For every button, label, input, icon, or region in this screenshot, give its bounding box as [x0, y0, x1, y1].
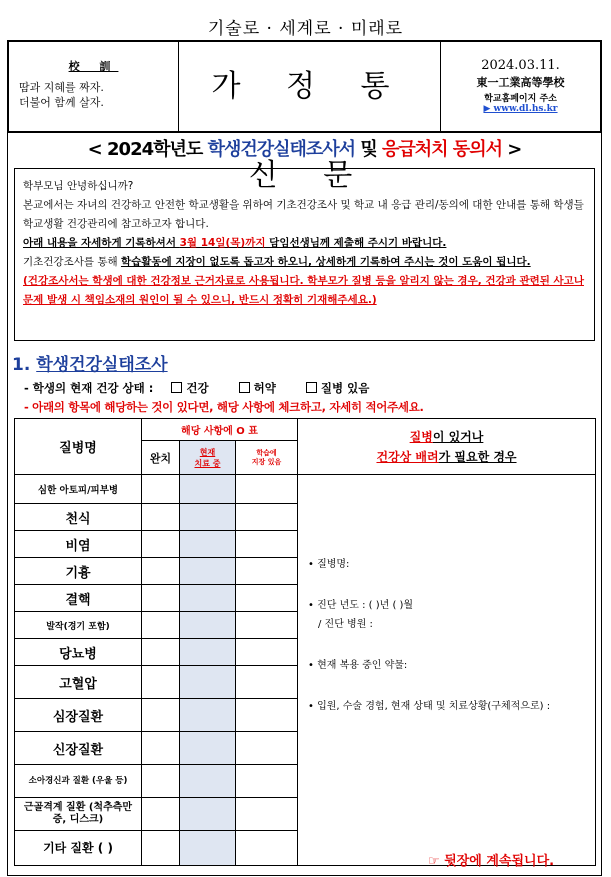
cell-cured[interactable]: [142, 585, 180, 612]
cell-cured[interactable]: [142, 558, 180, 585]
cell-impact[interactable]: [236, 831, 298, 866]
cell-impact[interactable]: [236, 666, 298, 699]
header-cured: 완치: [142, 441, 180, 475]
field-diagnosis-hospital: / 진단 병원 :: [318, 619, 373, 630]
row-label: 심한 아토피/피부병: [15, 475, 142, 504]
title-survey: 학생건강실태조사서: [207, 139, 356, 160]
cell-cured[interactable]: [142, 666, 180, 699]
cell-treating[interactable]: [180, 639, 236, 666]
field-diagnosis-year: • 진단 년도 : ( )년 ( )월: [308, 600, 414, 611]
cell-impact[interactable]: [236, 798, 298, 831]
health-status-line: [24, 380, 369, 396]
section-number: 1.: [12, 355, 37, 375]
row-label: 발작(경기 포함): [15, 612, 142, 639]
status-label: - 학생의 현재 건강 상태 :: [24, 381, 154, 395]
cell-treating[interactable]: [180, 558, 236, 585]
header-check: 해당 사항에 O 표: [142, 419, 298, 441]
header-notes-disease: 질병: [409, 429, 433, 444]
homepage-label: 학교홈페이지 주소: [484, 94, 557, 104]
option-healthy: 건강: [186, 381, 209, 395]
cell-impact[interactable]: [236, 699, 298, 732]
cell-cured[interactable]: [142, 699, 180, 732]
row-label: 근골격계 질환 (척추측만증, 디스크): [15, 798, 142, 831]
details-panel[interactable]: [298, 475, 596, 866]
option-weak: 허약: [253, 381, 276, 395]
option-ill: 질병 있음: [320, 381, 370, 395]
title-suffix: >: [501, 139, 522, 160]
checkbox-ill[interactable]: [306, 382, 317, 393]
cell-treating[interactable]: [180, 798, 236, 831]
school-motto-box: [9, 42, 179, 131]
checkbox-weak[interactable]: [239, 382, 250, 393]
cell-cured[interactable]: [142, 531, 180, 558]
cell-cured[interactable]: [142, 798, 180, 831]
continued-notice: ☞ 뒷장에 계속됩니다.: [428, 854, 555, 869]
purpose-paragraph: [23, 253, 586, 272]
document-title: [7, 135, 602, 161]
field-disease-name: • 질병명:: [308, 559, 350, 570]
cell-impact[interactable]: [236, 612, 298, 639]
cell-cured[interactable]: [142, 504, 180, 531]
field-history: • 입원, 수술 경험, 현재 상태 및 치료상황(구체적으로) :: [308, 701, 551, 712]
cell-cured[interactable]: [142, 732, 180, 765]
school-info: [441, 42, 600, 131]
cell-impact[interactable]: [236, 558, 298, 585]
header-impact: 학습에 지장 있음: [236, 441, 298, 475]
intro-paragraph: 본교에서는 자녀의 건강하고 안전한 학교생활을 위하여 기초건강조사 및 학교 내 응급 관리/동의에 대한 안내를 통해 학생들 학교생활 건강관리에 참고하고자 합니다.: [23, 199, 584, 230]
cell-treating[interactable]: [180, 765, 236, 798]
school-motto: 기술로 · 세계로 · 미래로: [207, 19, 404, 39]
cell-cured[interactable]: [142, 612, 180, 639]
cell-treating[interactable]: [180, 585, 236, 612]
cell-cured[interactable]: [142, 639, 180, 666]
issue-date: 2024.03.11.: [481, 58, 560, 73]
cell-treating[interactable]: [180, 612, 236, 639]
cell-cured[interactable]: [142, 831, 180, 866]
table-instruction: - 아래의 항목에 해당하는 것이 있다면, 해당 사항에 체크하고, 자세히 적어주세요.: [24, 400, 424, 414]
purpose-prefix: 기초건강조사를 통해: [23, 256, 121, 268]
due-date: 3월 14일(목)까지: [179, 237, 266, 249]
school-name: 東一工業高等學校: [476, 76, 565, 89]
motto-line-2: 더불어 함께 살자.: [19, 96, 104, 109]
cell-impact[interactable]: [236, 504, 298, 531]
cell-impact[interactable]: [236, 475, 298, 504]
header-notes-care: 건강상 배려: [376, 449, 439, 464]
checkbox-healthy[interactable]: [171, 382, 182, 393]
row-label: 당뇨병: [15, 639, 142, 666]
row-label: 심장질환: [15, 699, 142, 732]
homepage-link[interactable]: ▶ www.dl.hs.kr: [483, 104, 558, 114]
header-treating: 현재 치료 중: [180, 441, 236, 475]
row-label: 신장질환: [15, 732, 142, 765]
cell-cured[interactable]: [142, 765, 180, 798]
cell-impact[interactable]: [236, 531, 298, 558]
cell-treating[interactable]: [180, 732, 236, 765]
cell-treating[interactable]: [180, 475, 236, 504]
newsletter-title: 가 정 통 신 문: [179, 42, 441, 131]
header-disease: 질병명: [15, 419, 142, 475]
row-label: 비염: [15, 531, 142, 558]
title-consent: 응급처치 동의서: [381, 139, 502, 160]
purpose-emphasis: 학습활동에 지장이 없도록 돕고자 하오니, 상세하게 기록하여 주시는 것이 도움이 됩니다.: [120, 256, 531, 268]
request-prefix: 아래 내용을 자세하게 기록하셔서: [23, 237, 180, 249]
health-survey-table: [14, 418, 596, 866]
request-line: [23, 234, 586, 253]
cell-cured[interactable]: [142, 475, 180, 504]
title-and: 및: [355, 139, 382, 160]
header-notes-or: 이 있거나: [432, 429, 484, 444]
section-title: 학생건강실태조사: [36, 355, 168, 375]
cell-treating[interactable]: [180, 504, 236, 531]
title-prefix: < 2024학년도: [87, 139, 208, 160]
cell-treating[interactable]: [180, 531, 236, 558]
row-label: 기흉: [15, 558, 142, 585]
row-label: 기타 질환 ( ): [15, 831, 142, 866]
header-notes-needed: 가 필요한 경우: [438, 449, 517, 464]
cell-impact[interactable]: [236, 639, 298, 666]
intro-box: [14, 168, 595, 341]
cell-impact[interactable]: [236, 585, 298, 612]
cell-impact[interactable]: [236, 732, 298, 765]
request-suffix: 담임선생님께 제출해 주시기 바랍니다.: [265, 237, 447, 249]
field-medication: • 현재 복용 중인 약물:: [308, 660, 408, 671]
greeting: 학부모님 안녕하십니까?: [23, 180, 134, 192]
section-heading: [12, 350, 168, 375]
warning-text: (건강조사서는 학생에 대한 건강정보 근거자료로 사용됩니다. 학부모가 질병 등을 알리지 않는 경우, 건강과 관련된 사고나 문제 발생 시 책임소재의 원인이 될 수 있으니, 반드시 정확히 기재해주세요.): [23, 275, 584, 306]
row-label: 결핵: [15, 585, 142, 612]
cell-impact[interactable]: [236, 765, 298, 798]
cell-treating[interactable]: [180, 699, 236, 732]
motto-line-1: 땀과 지혜를 짜자.: [19, 81, 104, 94]
row-label: 고혈압: [15, 666, 142, 699]
header-notes: [298, 419, 596, 475]
cell-treating[interactable]: [180, 666, 236, 699]
cell-treating[interactable]: [180, 831, 236, 866]
motto-title: 校 訓: [68, 60, 119, 73]
row-label: 소아경신과 질환 (우울 등): [15, 765, 142, 798]
row-label: 천식: [15, 504, 142, 531]
